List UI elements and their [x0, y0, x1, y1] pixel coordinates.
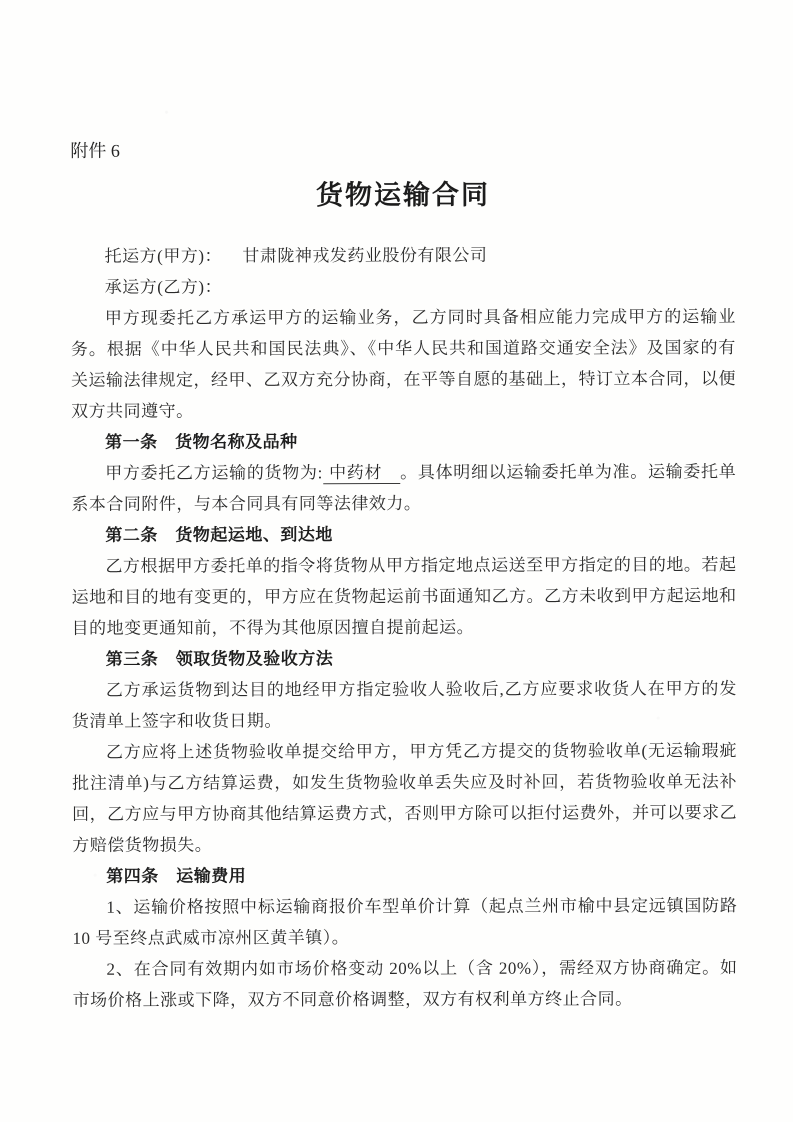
attachment-label: 附件 6 [70, 140, 120, 161]
clause2-heading: 第二条 货物起运地、到达地 [105, 525, 333, 545]
cargo-name-underlined: 中药材 [323, 463, 400, 484]
clause1-text-before-cargo: 甲方委托乙方运输的货物为: [105, 463, 323, 483]
carrier-label: 承运方(乙方)： [104, 277, 223, 297]
clause1-text-after-cargo: 。具体明细以运输委托单为准。运输委托单系本合同附件，与本合同具有同等法律效力。 [71, 462, 737, 514]
page-title: 货物运输合同 [315, 179, 491, 211]
clause3-paragraph-2: 乙方应将上述货物验收单提交给甲方，甲方凭乙方提交的货物验收单(无运输瑕疵批注清单)与乙方结算运费，如发生货物验收单丢失应及时补回，若货物验收单无法补回，乙方应与甲方协商其他结算运费方式，否则甲方除可以拒付运费外，并可以要求乙方赔偿货物损失。 [72, 741, 738, 855]
clause1-heading: 第一条 货物名称及品种 [105, 432, 298, 452]
clause4-paragraph-2: 2、在合同有效期内如市场价格变动 20%以上（含 20%），需经双方协商确定。如市场价格上涨或下降，双方不同意价格调整，双方有权利单方终止合同。 [72, 958, 738, 1010]
shipper-line [71, 239, 736, 272]
clause1-paragraph [71, 456, 736, 520]
carrier-line [71, 270, 736, 303]
shipper-value: 甘肃陇神戎发药业股份有限公司 [242, 245, 488, 266]
clause3-paragraph-1: 乙方承运货物到达目的地经甲方指定验收人验收后,乙方应要求收货人在甲方的发货清单上签字和收货日期。 [71, 679, 737, 731]
parties-block [71, 239, 736, 303]
preamble-paragraph: 甲方现委托乙方承运甲方的运输业务，乙方同时具备相应能力完成甲方的运输业务。根据《中华人民共和国民法典》、《中华人民共和国道路交通安全法》及国家的有关运输法律规定，经甲、乙双方充分协商，在平等自愿的基础上，特订立本合同，以便双方共同遵守。 [70, 307, 737, 421]
contract-body [71, 301, 738, 1016]
shipper-label: 托运方(甲方)： [104, 246, 223, 266]
clause3-heading: 第三条 领取货物及验收方法 [105, 649, 334, 669]
clause2-paragraph: 乙方根据甲方委托单的指令将货物从甲方指定地点运送至甲方指定的目的地。若起运地和目的地有变更的，甲方应在货物起运前书面通知乙方。乙方未收到甲方起运地和目的地变更通知前，不得为其他原因擅自提前起运。 [71, 555, 737, 638]
clause4-heading: 第四条 运输费用 [106, 866, 247, 886]
clause4-paragraph-1: 1、运输价格按照中标运输商报价车型单价计算（起点兰州市榆中县定远镇国防路 10 号至终点武威市凉州区黄羊镇）。 [72, 896, 738, 948]
